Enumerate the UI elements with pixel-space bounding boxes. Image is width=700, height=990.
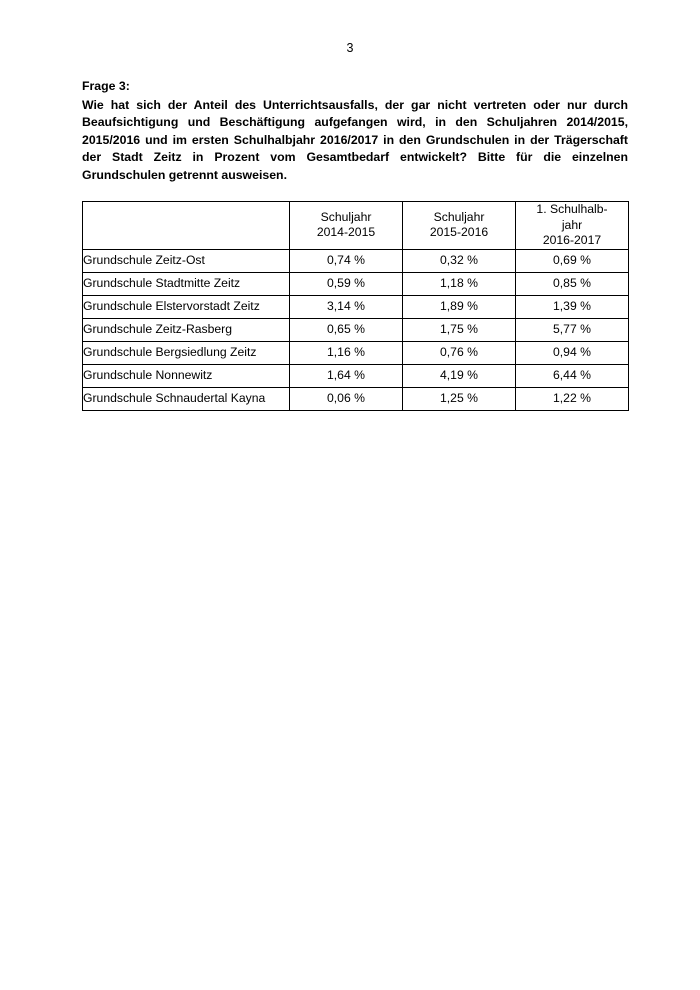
- table-cell-school: Grundschule Schnaudertal Kayna: [83, 387, 290, 410]
- table-cell-value-3: 0,94 %: [516, 341, 629, 364]
- table-cell-value-2: 0,76 %: [403, 341, 516, 364]
- table-cell-school: Grundschule Elstervorstadt Zeitz: [83, 295, 290, 318]
- table-cell-value-2: 1,75 %: [403, 318, 516, 341]
- page-number: 3: [346, 41, 354, 55]
- table-cell-school: Grundschule Stadtmitte Zeitz: [83, 272, 290, 295]
- table-row: [83, 341, 629, 364]
- table-row: [83, 249, 629, 272]
- table-row: [83, 295, 629, 318]
- table-header-row: [83, 202, 629, 250]
- table-header-year-2-line2: 2015-2016: [429, 225, 489, 240]
- table-cell-value-2: 4,19 %: [403, 364, 516, 387]
- table-header-year-3-line3: 2016-2017: [542, 233, 602, 247]
- table-cell-value-1: 1,16 %: [290, 341, 403, 364]
- table-cell-value-3: 1,22 %: [516, 387, 629, 410]
- table-row: [83, 387, 629, 410]
- table-cell-value-1: 0,06 %: [290, 387, 403, 410]
- question-label: Frage 3:: [82, 79, 130, 93]
- table-cell-value-3: 6,44 %: [516, 364, 629, 387]
- table-header-year-3-line1: 1. Schulhalb-: [536, 202, 608, 216]
- table-header-year-1: [290, 202, 403, 250]
- table-header-year-1-line2: 2014-2015: [316, 225, 376, 240]
- table-cell-value-1: 0,65 %: [290, 318, 403, 341]
- table-cell-school: Grundschule Bergsiedlung Zeitz: [83, 341, 290, 364]
- table-cell-value-1: 3,14 %: [290, 295, 403, 318]
- table-header-year-1-line1: Schuljahr: [320, 209, 372, 224]
- table-cell-value-3: 0,69 %: [516, 249, 629, 272]
- table-cell-value-2: 1,25 %: [403, 387, 516, 410]
- table-cell-school: Grundschule Zeitz-Rasberg: [83, 318, 290, 341]
- table-header-year-2-line1: Schuljahr: [433, 209, 485, 224]
- table-cell-value-1: 0,59 %: [290, 272, 403, 295]
- table-cell-value-2: 1,89 %: [403, 295, 516, 318]
- table-row: [83, 364, 629, 387]
- question-text: Wie hat sich der Anteil des Unterrichtsausfalls, der gar nicht vertreten oder nur durch Beaufsichtigung und Beschäftigung aufgefangen wird, in den Schuljahren 2014/2015, 2015/2016 und im ersten Schulhalbjahr 2016/2017 in den Grundschulen in der Trägerschaft der Stadt Zeitz in Prozent vom Gesamtbedarf entwickelt? Bitte für die einzelnen Grundschulen getrennt ausweisen.: [82, 97, 628, 182]
- table-header-school: [83, 202, 290, 250]
- table-header-year-3-line2: jahr: [561, 217, 583, 232]
- table-header-year-2: [403, 202, 516, 250]
- table-cell-value-3: 1,39 %: [516, 295, 629, 318]
- table-cell-school: Grundschule Zeitz-Ost: [83, 249, 290, 272]
- table-row: [83, 272, 629, 295]
- table-cell-value-1: 0,74 %: [290, 249, 403, 272]
- table-cell-value-2: 0,32 %: [403, 249, 516, 272]
- table-cell-school: Grundschule Nonnewitz: [83, 364, 290, 387]
- table-cell-value-2: 1,18 %: [403, 272, 516, 295]
- absence-rates-table: [82, 201, 629, 411]
- table-cell-value-3: 5,77 %: [516, 318, 629, 341]
- table-cell-value-1: 1,64 %: [290, 364, 403, 387]
- table-cell-value-3: 0,85 %: [516, 272, 629, 295]
- table-row: [83, 318, 629, 341]
- document-content: [82, 78, 628, 411]
- table-header-year-3: [516, 202, 629, 250]
